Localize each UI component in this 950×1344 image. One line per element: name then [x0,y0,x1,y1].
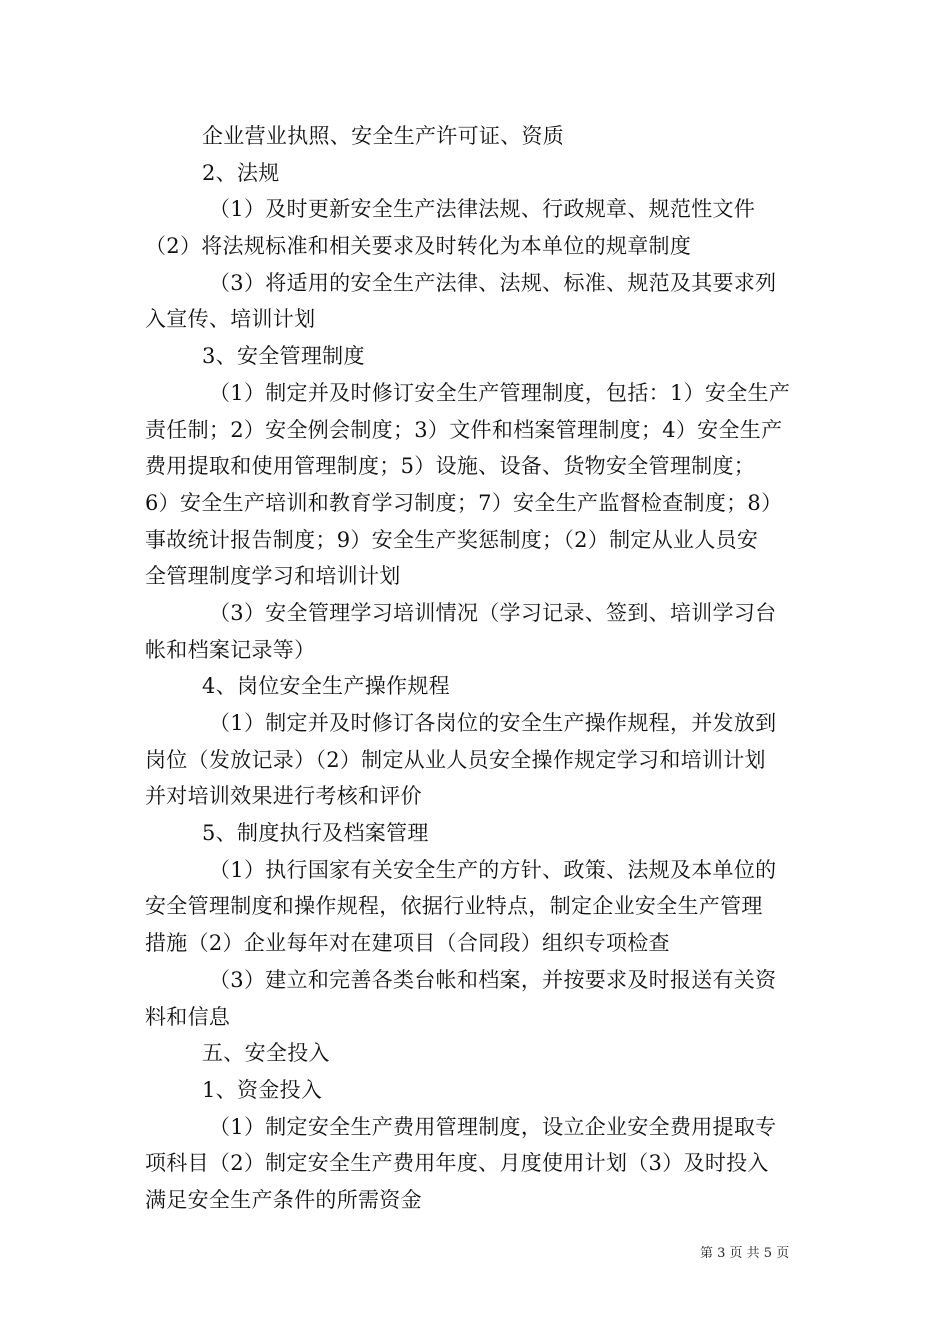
text-line: 入宣传、培训计划 [145,307,316,332]
text-line: 岗位（发放记录）（2）制定从业人员安全操作规定学习和培训计划 [145,747,766,772]
text-line: （1）制定安全生产费用管理制度，设立企业安全费用提取专 [209,1114,777,1139]
page-number: 第 3 页 共 5 页 [700,1246,790,1261]
text-line: 企业营业执照、安全生产许可证、资质 [202,124,565,148]
chapter-heading: 五、安全投入 [202,1041,330,1066]
section-heading: 3、安全管理制度 [202,344,365,369]
text-line: 帐和档案记录等） [145,637,316,662]
text-line: （1）制定并及时修订各岗位的安全生产操作规程，并发放到 [209,711,777,735]
text-line: 项科目（2）制定安全生产费用年度、月度使用计划（3）及时投入 [145,1151,769,1176]
section-heading: 4、岗位安全生产操作规程 [202,674,450,699]
text-line: （2）将法规标准和相关要求及时转化为本单位的规章制度 [145,234,692,259]
section-heading: 5、制度执行及档案管理 [202,821,429,846]
text-line: 安全管理制度和操作规程，依据行业特点，制定企业安全生产管理 [145,894,763,919]
text-line: 费用提取和使用管理制度；5）设施、设备、货物安全管理制度； [145,454,756,479]
text-line: 并对培训效果进行考核和评价 [145,784,422,809]
text-line: （1）制定并及时修订安全生产管理制度，包括：1）安全生产 [209,380,791,405]
text-line: 事故统计报告制度；9）安全生产奖惩制度；（2）制定从业人员安 [145,527,759,552]
document-body [145,118,810,1219]
text-line: 满足安全生产条件的所需资金 [145,1187,422,1212]
text-line: 全管理制度学习和培训计划 [145,564,401,589]
text-line: （3）将适用的安全生产法律、法规、标准、规范及其要求列 [209,270,777,295]
text-line: 料和信息 [145,1004,231,1029]
text-line: 责任制；2）安全例会制度；3）文件和档案管理制度；4）安全生产 [145,417,783,442]
text-line: 6）安全生产培训和教育学习制度；7）安全生产监督检查制度；8） [145,490,783,515]
section-heading: 2、法规 [202,160,280,185]
text-line: 措施（2）企业每年对在建项目（合同段）组织专项检查 [145,931,670,956]
text-line: （3）安全管理学习培训情况（学习记录、签到、培训学习台 [209,600,777,625]
section-heading: 1、资金投入 [202,1077,323,1102]
text-line: （3）建立和完善各类台帐和档案，并按要求及时报送有关资 [209,967,777,992]
text-line: （1）执行国家有关安全生产的方针、政策、法规及本单位的 [209,857,777,882]
text-line: （1）及时更新安全生产法律法规、行政规章、规范性文件 [209,197,756,222]
